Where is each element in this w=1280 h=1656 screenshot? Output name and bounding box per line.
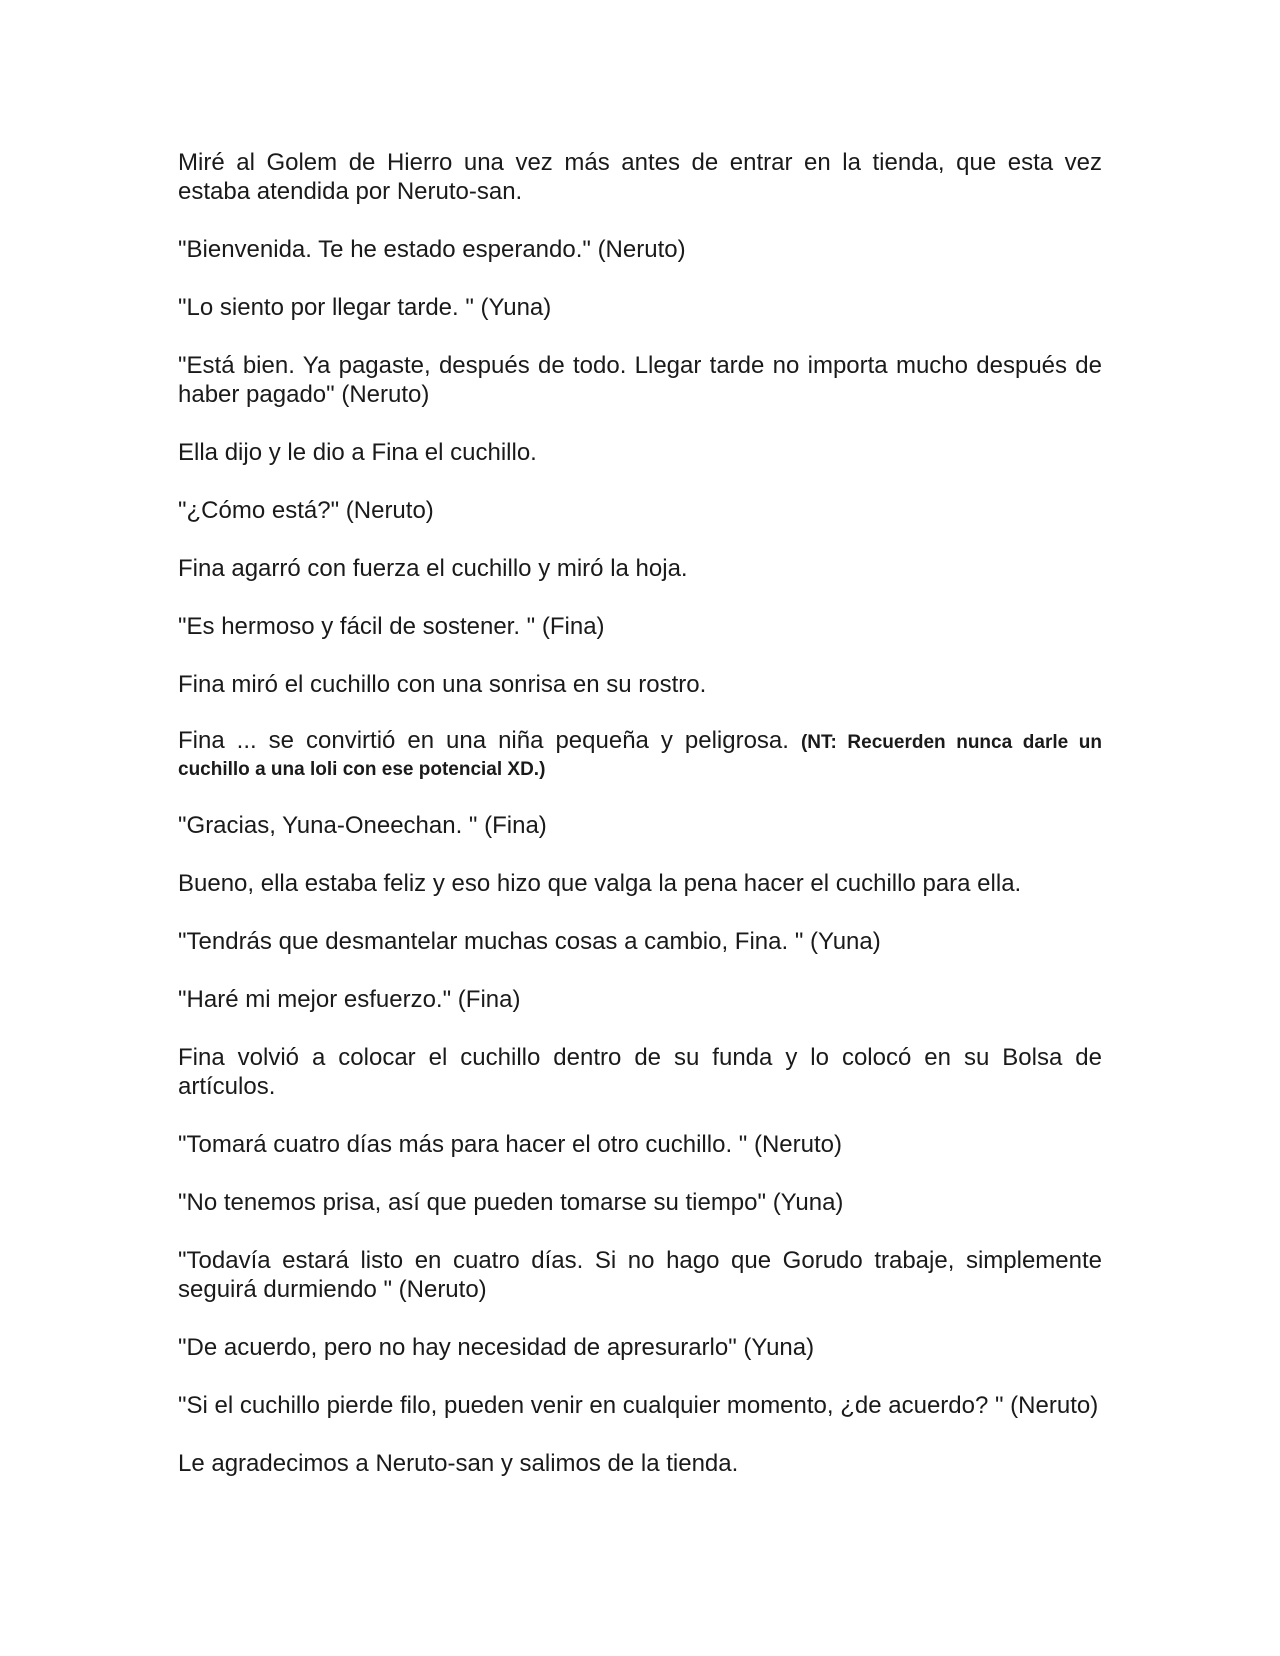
paragraph: Fina miró el cuchillo con una sonrisa en su rostro. bbox=[178, 671, 707, 698]
dialogue-line: "¿Cómo está?" (Neruto) bbox=[178, 497, 434, 524]
translator-note: (NT: Recuerden nunca darle un cuchillo a una loli con ese potencial XD.) bbox=[178, 732, 1102, 780]
dialogue-line: "Tomará cuatro días más para hacer el otro cuchillo. " (Neruto) bbox=[178, 1131, 842, 1158]
dialogue-line: "Está bien. Ya pagaste, después de todo. Llegar tarde no importa mucho después de haber pagado" (Neruto) bbox=[178, 352, 1102, 408]
paragraph: Fina volvió a colocar el cuchillo dentro de su funda y lo colocó en su Bolsa de artículos. bbox=[178, 1044, 1102, 1100]
paragraph-with-translator-note bbox=[178, 728, 1102, 782]
dialogue-line: "Si el cuchillo pierde filo, pueden venir en cualquier momento, ¿de acuerdo? " (Neruto) bbox=[178, 1392, 1099, 1419]
dialogue-line: "Tendrás que desmantelar muchas cosas a cambio, Fina. " (Yuna) bbox=[178, 928, 881, 955]
paragraph: Le agradecimos a Neruto-san y salimos de la tienda. bbox=[178, 1450, 739, 1477]
paragraph-text: Fina ... se convirtió en una niña pequeña y peligrosa. bbox=[178, 727, 789, 754]
dialogue-line: "Bienvenida. Te he estado esperando." (Neruto) bbox=[178, 236, 686, 263]
paragraph: Bueno, ella estaba feliz y eso hizo que valga la pena hacer el cuchillo para ella. bbox=[178, 870, 1022, 897]
dialogue-line: "Es hermoso y fácil de sostener. " (Fina) bbox=[178, 613, 605, 640]
paragraph: Fina agarró con fuerza el cuchillo y miró la hoja. bbox=[178, 555, 688, 582]
document-page bbox=[178, 148, 1102, 1507]
paragraph: Ella dijo y le dio a Fina el cuchillo. bbox=[178, 439, 537, 466]
dialogue-line: "Lo siento por llegar tarde. " (Yuna) bbox=[178, 294, 552, 321]
dialogue-line: "Haré mi mejor esfuerzo." (Fina) bbox=[178, 986, 521, 1013]
dialogue-line: "Todavía estará listo en cuatro días. Si no hago que Gorudo trabaje, simplemente seguirá durmiendo " (Neruto) bbox=[178, 1247, 1102, 1303]
dialogue-line: "No tenemos prisa, así que pueden tomarse su tiempo" (Yuna) bbox=[178, 1189, 844, 1216]
dialogue-line: "Gracias, Yuna-Oneechan. " (Fina) bbox=[178, 812, 547, 839]
dialogue-line: "De acuerdo, pero no hay necesidad de apresurarlo" (Yuna) bbox=[178, 1334, 815, 1361]
paragraph: Miré al Golem de Hierro una vez más antes de entrar en la tienda, que esta vez estaba atendida por Neruto-san. bbox=[178, 149, 1102, 205]
